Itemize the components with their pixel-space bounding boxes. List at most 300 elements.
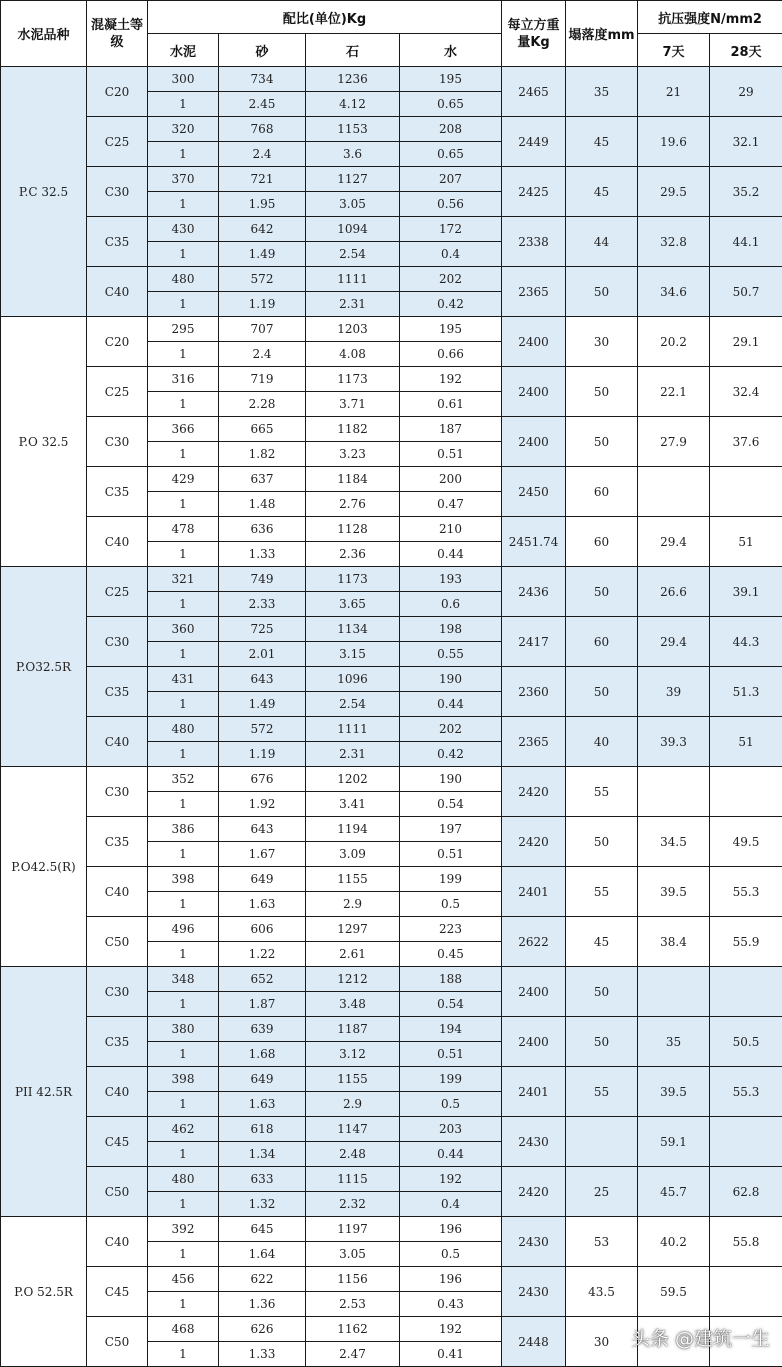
cement-kg: 295 bbox=[148, 317, 219, 342]
strength-28d-cell: 55.3 bbox=[710, 1067, 782, 1117]
water-ratio: 0.55 bbox=[400, 642, 502, 667]
cement-ratio: 1 bbox=[148, 192, 219, 217]
header-unit-weight: 每立方重量Kg bbox=[502, 1, 566, 67]
cement-type-cell: P.C 32.5 bbox=[1, 67, 87, 317]
slump-cell: 35 bbox=[566, 67, 638, 117]
table-row bbox=[1, 267, 782, 292]
unit-weight-cell: 2360 bbox=[502, 667, 566, 717]
cement-ratio: 1 bbox=[148, 792, 219, 817]
water-ratio: 0.66 bbox=[400, 342, 502, 367]
sand-kg: 636 bbox=[219, 517, 306, 542]
cement-ratio: 1 bbox=[148, 642, 219, 667]
strength-7d-cell: 45.7 bbox=[638, 1167, 710, 1217]
stone-ratio: 3.12 bbox=[306, 1042, 400, 1067]
watermark: 头条 @建筑一生 bbox=[631, 1324, 770, 1351]
grade-cell: C40 bbox=[87, 1217, 148, 1267]
strength-28d-cell: 29.1 bbox=[710, 317, 782, 367]
stone-kg: 1182 bbox=[306, 417, 400, 442]
grade-cell: C50 bbox=[87, 917, 148, 967]
cement-ratio: 1 bbox=[148, 892, 219, 917]
grade-cell: C20 bbox=[87, 67, 148, 117]
header-slump: 塌落度mm bbox=[566, 1, 638, 67]
table-row bbox=[1, 417, 782, 442]
strength-28d-cell: 55.9 bbox=[710, 917, 782, 967]
water-kg: 172 bbox=[400, 217, 502, 242]
stone-kg: 1153 bbox=[306, 117, 400, 142]
sand-kg: 642 bbox=[219, 217, 306, 242]
cement-kg: 370 bbox=[148, 167, 219, 192]
sand-ratio: 1.68 bbox=[219, 1042, 306, 1067]
sand-ratio: 1.82 bbox=[219, 442, 306, 467]
cement-kg: 366 bbox=[148, 417, 219, 442]
table-row bbox=[1, 667, 782, 692]
strength-7d-cell: 34.5 bbox=[638, 817, 710, 867]
stone-ratio: 3.05 bbox=[306, 1242, 400, 1267]
sand-ratio: 1.67 bbox=[219, 842, 306, 867]
strength-28d-cell bbox=[710, 967, 782, 1017]
strength-7d-cell: 22.1 bbox=[638, 367, 710, 417]
cement-ratio: 1 bbox=[148, 342, 219, 367]
water-kg: 193 bbox=[400, 567, 502, 592]
cement-kg: 392 bbox=[148, 1217, 219, 1242]
table-row bbox=[1, 967, 782, 992]
sand-kg: 719 bbox=[219, 367, 306, 392]
cement-type-cell: PII 42.5R bbox=[1, 967, 87, 1217]
stone-kg: 1202 bbox=[306, 767, 400, 792]
cement-type-cell: P.O 32.5 bbox=[1, 317, 87, 567]
sand-kg: 652 bbox=[219, 967, 306, 992]
strength-7d-cell: 21 bbox=[638, 67, 710, 117]
unit-weight-cell: 2400 bbox=[502, 967, 566, 1017]
unit-weight-cell: 2449 bbox=[502, 117, 566, 167]
cement-kg: 480 bbox=[148, 267, 219, 292]
table-row bbox=[1, 567, 782, 592]
unit-weight-cell: 2622 bbox=[502, 917, 566, 967]
stone-ratio: 2.32 bbox=[306, 1192, 400, 1217]
strength-28d-cell: 50.7 bbox=[710, 267, 782, 317]
grade-cell: C35 bbox=[87, 817, 148, 867]
sand-kg: 637 bbox=[219, 467, 306, 492]
grade-cell: C50 bbox=[87, 1317, 148, 1367]
sand-ratio: 1.36 bbox=[219, 1292, 306, 1317]
cement-kg: 398 bbox=[148, 1067, 219, 1092]
water-ratio: 0.41 bbox=[400, 1342, 502, 1367]
strength-7d-cell bbox=[638, 967, 710, 1017]
stone-ratio: 2.54 bbox=[306, 242, 400, 267]
strength-7d-cell: 39 bbox=[638, 667, 710, 717]
sand-ratio: 1.87 bbox=[219, 992, 306, 1017]
water-kg: 197 bbox=[400, 817, 502, 842]
cement-kg: 480 bbox=[148, 1167, 219, 1192]
strength-28d-cell: 32.4 bbox=[710, 367, 782, 417]
cement-ratio: 1 bbox=[148, 942, 219, 967]
strength-7d-cell: 39.3 bbox=[638, 717, 710, 767]
slump-cell: 45 bbox=[566, 167, 638, 217]
water-kg: 187 bbox=[400, 417, 502, 442]
grade-cell: C40 bbox=[87, 517, 148, 567]
cement-ratio: 1 bbox=[148, 1142, 219, 1167]
sand-ratio: 1.32 bbox=[219, 1192, 306, 1217]
grade-cell: C30 bbox=[87, 967, 148, 1017]
stone-kg: 1173 bbox=[306, 567, 400, 592]
cement-kg: 462 bbox=[148, 1117, 219, 1142]
water-ratio: 0.65 bbox=[400, 92, 502, 117]
stone-kg: 1127 bbox=[306, 167, 400, 192]
water-ratio: 0.54 bbox=[400, 992, 502, 1017]
header-stone: 石 bbox=[306, 34, 400, 67]
stone-kg: 1203 bbox=[306, 317, 400, 342]
stone-ratio: 3.15 bbox=[306, 642, 400, 667]
stone-ratio: 4.12 bbox=[306, 92, 400, 117]
strength-28d-cell: 50.5 bbox=[710, 1017, 782, 1067]
strength-28d-cell: 51 bbox=[710, 717, 782, 767]
sand-kg: 721 bbox=[219, 167, 306, 192]
stone-kg: 1173 bbox=[306, 367, 400, 392]
cement-kg: 496 bbox=[148, 917, 219, 942]
grade-cell: C35 bbox=[87, 1017, 148, 1067]
cement-kg: 348 bbox=[148, 967, 219, 992]
sand-ratio: 1.48 bbox=[219, 492, 306, 517]
strength-28d-cell bbox=[710, 467, 782, 517]
table-row bbox=[1, 1017, 782, 1042]
sand-ratio: 1.22 bbox=[219, 942, 306, 967]
cement-ratio: 1 bbox=[148, 392, 219, 417]
strength-7d-cell bbox=[638, 767, 710, 817]
water-kg: 202 bbox=[400, 717, 502, 742]
sand-kg: 626 bbox=[219, 1317, 306, 1342]
cement-ratio: 1 bbox=[148, 592, 219, 617]
sand-ratio: 2.01 bbox=[219, 642, 306, 667]
cement-ratio: 1 bbox=[148, 1192, 219, 1217]
stone-ratio: 2.9 bbox=[306, 1092, 400, 1117]
stone-kg: 1134 bbox=[306, 617, 400, 642]
water-kg: 192 bbox=[400, 1317, 502, 1342]
water-kg: 190 bbox=[400, 767, 502, 792]
stone-ratio: 3.71 bbox=[306, 392, 400, 417]
cement-ratio: 1 bbox=[148, 542, 219, 567]
strength-28d-cell: 39.1 bbox=[710, 567, 782, 617]
sand-kg: 639 bbox=[219, 1017, 306, 1042]
table-row bbox=[1, 217, 782, 242]
grade-cell: C50 bbox=[87, 1167, 148, 1217]
table-row bbox=[1, 767, 782, 792]
sand-ratio: 1.33 bbox=[219, 1342, 306, 1367]
unit-weight-cell: 2401 bbox=[502, 867, 566, 917]
sand-kg: 649 bbox=[219, 867, 306, 892]
stone-kg: 1096 bbox=[306, 667, 400, 692]
header-day28: 28天 bbox=[710, 34, 782, 67]
unit-weight-cell: 2420 bbox=[502, 817, 566, 867]
cement-kg: 431 bbox=[148, 667, 219, 692]
sand-kg: 649 bbox=[219, 1067, 306, 1092]
sand-kg: 572 bbox=[219, 717, 306, 742]
sand-kg: 622 bbox=[219, 1267, 306, 1292]
unit-weight-cell: 2400 bbox=[502, 367, 566, 417]
sand-kg: 645 bbox=[219, 1217, 306, 1242]
grade-cell: C25 bbox=[87, 117, 148, 167]
water-kg: 192 bbox=[400, 1167, 502, 1192]
water-ratio: 0.5 bbox=[400, 1242, 502, 1267]
water-kg: 192 bbox=[400, 367, 502, 392]
water-kg: 190 bbox=[400, 667, 502, 692]
water-kg: 194 bbox=[400, 1017, 502, 1042]
water-ratio: 0.61 bbox=[400, 392, 502, 417]
strength-7d-cell: 59.1 bbox=[638, 1117, 710, 1167]
table-row bbox=[1, 1267, 782, 1292]
sand-ratio: 1.95 bbox=[219, 192, 306, 217]
table-row bbox=[1, 367, 782, 392]
stone-kg: 1212 bbox=[306, 967, 400, 992]
water-kg: 208 bbox=[400, 117, 502, 142]
stone-ratio: 4.08 bbox=[306, 342, 400, 367]
unit-weight-cell: 2448 bbox=[502, 1317, 566, 1367]
water-ratio: 0.51 bbox=[400, 1042, 502, 1067]
slump-cell: 45 bbox=[566, 117, 638, 167]
strength-7d-cell: 29.4 bbox=[638, 517, 710, 567]
water-ratio: 0.51 bbox=[400, 442, 502, 467]
water-ratio: 0.42 bbox=[400, 742, 502, 767]
strength-7d-cell: 35 bbox=[638, 1017, 710, 1067]
unit-weight-cell: 2420 bbox=[502, 767, 566, 817]
cement-ratio: 1 bbox=[148, 292, 219, 317]
sand-ratio: 1.33 bbox=[219, 542, 306, 567]
slump-cell: 50 bbox=[566, 967, 638, 1017]
slump-cell: 43.5 bbox=[566, 1267, 638, 1317]
sand-kg: 606 bbox=[219, 917, 306, 942]
table-row bbox=[1, 1217, 782, 1242]
sand-kg: 572 bbox=[219, 267, 306, 292]
sand-kg: 633 bbox=[219, 1167, 306, 1192]
cement-kg: 321 bbox=[148, 567, 219, 592]
strength-28d-cell: 35.2 bbox=[710, 167, 782, 217]
cement-kg: 480 bbox=[148, 717, 219, 742]
cement-kg: 478 bbox=[148, 517, 219, 542]
stone-ratio: 2.48 bbox=[306, 1142, 400, 1167]
cement-ratio: 1 bbox=[148, 1042, 219, 1067]
strength-28d-cell: 32.1 bbox=[710, 117, 782, 167]
water-ratio: 0.44 bbox=[400, 692, 502, 717]
sand-kg: 643 bbox=[219, 667, 306, 692]
sand-kg: 734 bbox=[219, 67, 306, 92]
unit-weight-cell: 2365 bbox=[502, 267, 566, 317]
water-ratio: 0.44 bbox=[400, 542, 502, 567]
sand-kg: 768 bbox=[219, 117, 306, 142]
sand-ratio: 1.19 bbox=[219, 292, 306, 317]
water-ratio: 0.5 bbox=[400, 892, 502, 917]
unit-weight-cell: 2420 bbox=[502, 1167, 566, 1217]
slump-cell: 30 bbox=[566, 317, 638, 367]
table-row bbox=[1, 1167, 782, 1192]
sand-ratio: 1.49 bbox=[219, 692, 306, 717]
stone-ratio: 2.61 bbox=[306, 942, 400, 967]
sand-ratio: 1.64 bbox=[219, 1242, 306, 1267]
strength-28d-cell: 44.3 bbox=[710, 617, 782, 667]
unit-weight-cell: 2425 bbox=[502, 167, 566, 217]
unit-weight-cell: 2400 bbox=[502, 417, 566, 467]
sand-kg: 665 bbox=[219, 417, 306, 442]
strength-7d-cell: 39.5 bbox=[638, 1067, 710, 1117]
table-row bbox=[1, 917, 782, 942]
grade-cell: C30 bbox=[87, 167, 148, 217]
strength-28d-cell: 29 bbox=[710, 67, 782, 117]
unit-weight-cell: 2401 bbox=[502, 1067, 566, 1117]
table-row bbox=[1, 317, 782, 342]
cement-kg: 468 bbox=[148, 1317, 219, 1342]
sand-ratio: 1.49 bbox=[219, 242, 306, 267]
grade-cell: C25 bbox=[87, 367, 148, 417]
table-row bbox=[1, 117, 782, 142]
cement-kg: 320 bbox=[148, 117, 219, 142]
strength-28d-cell: 37.6 bbox=[710, 417, 782, 467]
unit-weight-cell: 2400 bbox=[502, 317, 566, 367]
sand-ratio: 1.19 bbox=[219, 742, 306, 767]
cement-ratio: 1 bbox=[148, 142, 219, 167]
grade-cell: C30 bbox=[87, 417, 148, 467]
grade-cell: C40 bbox=[87, 867, 148, 917]
sand-ratio: 2.28 bbox=[219, 392, 306, 417]
strength-7d-cell: 40.2 bbox=[638, 1217, 710, 1267]
water-ratio: 0.44 bbox=[400, 1142, 502, 1167]
sand-kg: 618 bbox=[219, 1117, 306, 1142]
stone-kg: 1094 bbox=[306, 217, 400, 242]
unit-weight-cell: 2450 bbox=[502, 467, 566, 517]
stone-ratio: 2.31 bbox=[306, 742, 400, 767]
unit-weight-cell: 2365 bbox=[502, 717, 566, 767]
sand-kg: 707 bbox=[219, 317, 306, 342]
cement-ratio: 1 bbox=[148, 692, 219, 717]
water-kg: 195 bbox=[400, 317, 502, 342]
stone-ratio: 2.31 bbox=[306, 292, 400, 317]
strength-28d-cell: 55.8 bbox=[710, 1217, 782, 1267]
slump-cell: 60 bbox=[566, 617, 638, 667]
cement-type-cell: P.O42.5(R) bbox=[1, 767, 87, 967]
header-strength: 抗压强度N/mm2 bbox=[638, 1, 782, 34]
grade-cell: C20 bbox=[87, 317, 148, 367]
grade-cell: C35 bbox=[87, 667, 148, 717]
stone-kg: 1194 bbox=[306, 817, 400, 842]
cement-kg: 430 bbox=[148, 217, 219, 242]
stone-ratio: 2.47 bbox=[306, 1342, 400, 1367]
stone-kg: 1111 bbox=[306, 267, 400, 292]
cement-kg: 386 bbox=[148, 817, 219, 842]
slump-cell: 45 bbox=[566, 917, 638, 967]
stone-ratio: 3.6 bbox=[306, 142, 400, 167]
stone-kg: 1184 bbox=[306, 467, 400, 492]
water-kg: 200 bbox=[400, 467, 502, 492]
sand-ratio: 2.33 bbox=[219, 592, 306, 617]
cement-kg: 429 bbox=[148, 467, 219, 492]
strength-7d-cell bbox=[638, 467, 710, 517]
strength-28d-cell: 51.3 bbox=[710, 667, 782, 717]
cement-kg: 360 bbox=[148, 617, 219, 642]
grade-cell: C45 bbox=[87, 1117, 148, 1167]
water-kg: 199 bbox=[400, 867, 502, 892]
stone-kg: 1155 bbox=[306, 1067, 400, 1092]
strength-28d-cell: 44.1 bbox=[710, 217, 782, 267]
strength-28d-cell: 49.5 bbox=[710, 817, 782, 867]
header-cement-type: 水泥品种 bbox=[1, 1, 87, 67]
grade-cell: C25 bbox=[87, 567, 148, 617]
water-ratio: 0.56 bbox=[400, 192, 502, 217]
cement-kg: 300 bbox=[148, 67, 219, 92]
table-row bbox=[1, 1067, 782, 1092]
slump-cell: 55 bbox=[566, 1067, 638, 1117]
sand-kg: 749 bbox=[219, 567, 306, 592]
sand-kg: 643 bbox=[219, 817, 306, 842]
slump-cell: 25 bbox=[566, 1167, 638, 1217]
strength-7d-cell: 39.5 bbox=[638, 867, 710, 917]
table-row bbox=[1, 1117, 782, 1142]
cement-kg: 456 bbox=[148, 1267, 219, 1292]
cement-ratio: 1 bbox=[148, 92, 219, 117]
sand-ratio: 2.4 bbox=[219, 142, 306, 167]
cement-ratio: 1 bbox=[148, 1292, 219, 1317]
grade-cell: C45 bbox=[87, 1267, 148, 1317]
stone-kg: 1115 bbox=[306, 1167, 400, 1192]
stone-kg: 1197 bbox=[306, 1217, 400, 1242]
sand-ratio: 1.92 bbox=[219, 792, 306, 817]
table-row bbox=[1, 717, 782, 742]
water-kg: 223 bbox=[400, 917, 502, 942]
stone-kg: 1162 bbox=[306, 1317, 400, 1342]
water-ratio: 0.47 bbox=[400, 492, 502, 517]
stone-kg: 1297 bbox=[306, 917, 400, 942]
table-row bbox=[1, 867, 782, 892]
water-kg: 210 bbox=[400, 517, 502, 542]
header-cement: 水泥 bbox=[148, 34, 219, 67]
strength-7d-cell: 26.6 bbox=[638, 567, 710, 617]
slump-cell: 50 bbox=[566, 417, 638, 467]
grade-cell: C40 bbox=[87, 1067, 148, 1117]
table-body bbox=[1, 67, 782, 1367]
cement-type-cell: P.O32.5R bbox=[1, 567, 87, 767]
stone-ratio: 3.23 bbox=[306, 442, 400, 467]
stone-kg: 1155 bbox=[306, 867, 400, 892]
cement-ratio: 1 bbox=[148, 742, 219, 767]
sand-ratio: 1.63 bbox=[219, 892, 306, 917]
stone-kg: 1147 bbox=[306, 1117, 400, 1142]
cement-ratio: 1 bbox=[148, 992, 219, 1017]
header-day7: 7天 bbox=[638, 34, 710, 67]
strength-28d-cell: 55.3 bbox=[710, 867, 782, 917]
sand-ratio: 2.4 bbox=[219, 342, 306, 367]
unit-weight-cell: 2417 bbox=[502, 617, 566, 667]
slump-cell: 55 bbox=[566, 767, 638, 817]
stone-kg: 1187 bbox=[306, 1017, 400, 1042]
water-kg: 199 bbox=[400, 1067, 502, 1092]
table-row bbox=[1, 617, 782, 642]
water-ratio: 0.6 bbox=[400, 592, 502, 617]
unit-weight-cell: 2430 bbox=[502, 1117, 566, 1167]
strength-7d-cell: 29.4 bbox=[638, 617, 710, 667]
slump-cell: 50 bbox=[566, 1017, 638, 1067]
grade-cell: C40 bbox=[87, 717, 148, 767]
cement-kg: 398 bbox=[148, 867, 219, 892]
cement-ratio: 1 bbox=[148, 1342, 219, 1367]
slump-cell: 60 bbox=[566, 467, 638, 517]
sand-kg: 676 bbox=[219, 767, 306, 792]
water-kg: 203 bbox=[400, 1117, 502, 1142]
unit-weight-cell: 2436 bbox=[502, 567, 566, 617]
unit-weight-cell: 2400 bbox=[502, 1017, 566, 1067]
slump-cell: 50 bbox=[566, 667, 638, 717]
cement-ratio: 1 bbox=[148, 842, 219, 867]
slump-cell: 50 bbox=[566, 817, 638, 867]
slump-cell: 44 bbox=[566, 217, 638, 267]
stone-ratio: 3.09 bbox=[306, 842, 400, 867]
cement-ratio: 1 bbox=[148, 1242, 219, 1267]
header-water: 水 bbox=[400, 34, 502, 67]
